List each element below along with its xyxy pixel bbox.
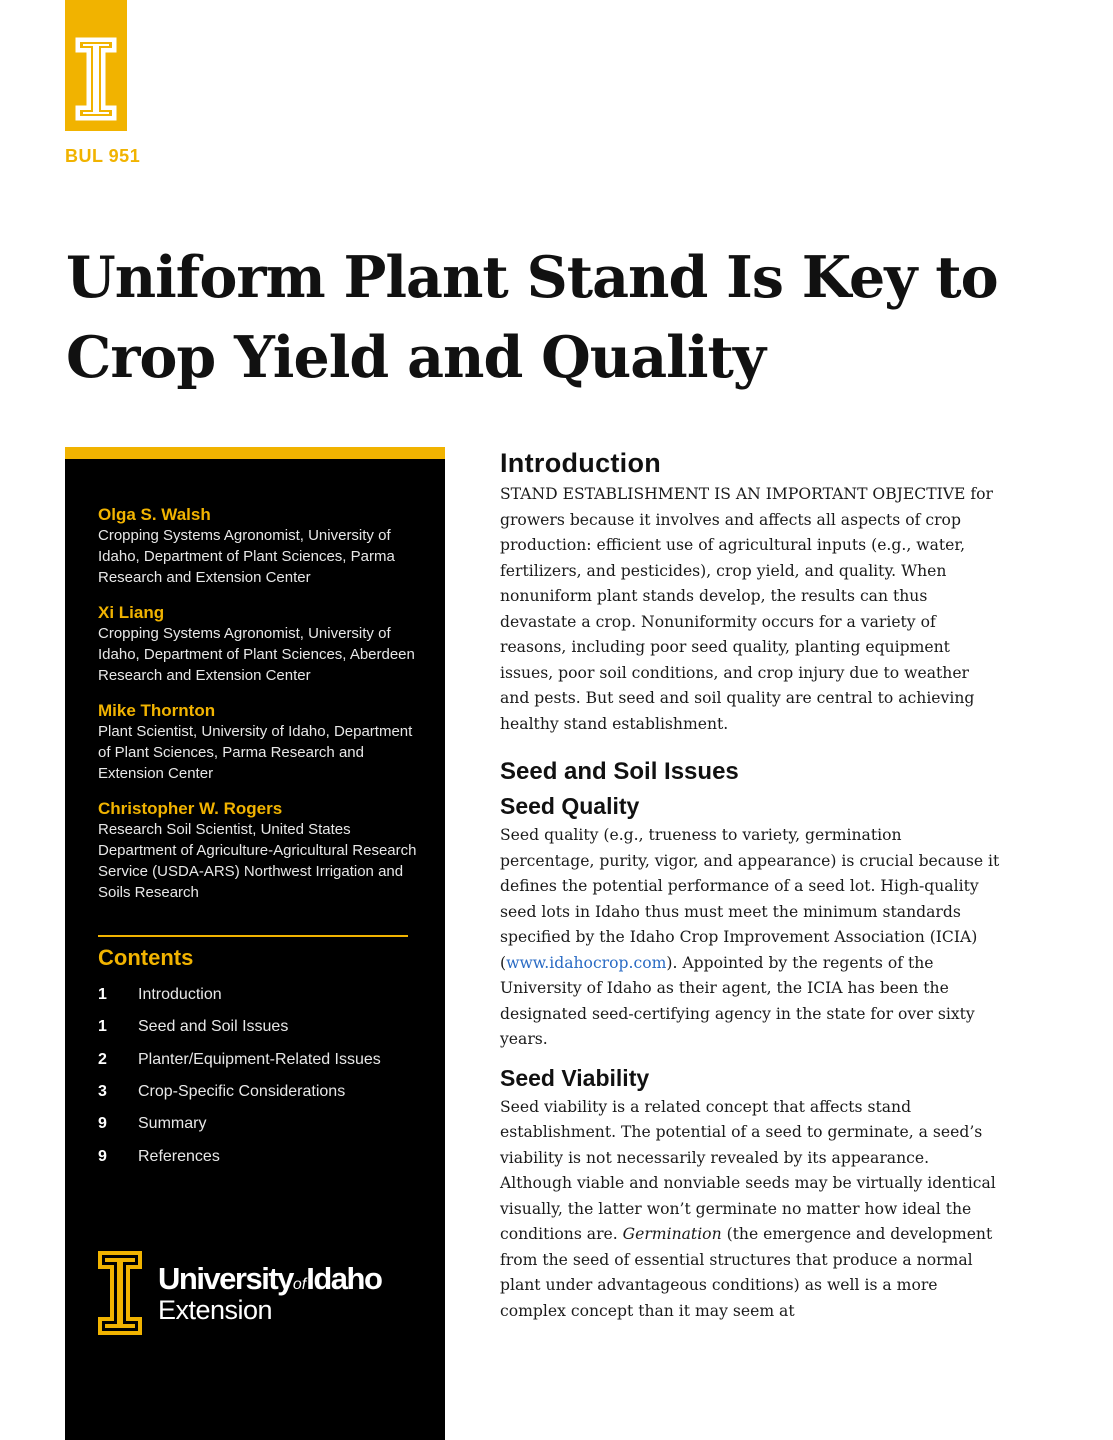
author-entry bbox=[98, 700, 428, 784]
toc-item-introduction[interactable] bbox=[98, 979, 428, 1011]
toc-label: Seed and Soil Issues bbox=[138, 1018, 289, 1036]
gold-block-i-icon bbox=[98, 1251, 142, 1335]
seed-soil-heading: Seed and Soil Issues bbox=[500, 758, 739, 785]
germination-term: Germination bbox=[622, 1225, 722, 1243]
toc-page-number: 9 bbox=[98, 1115, 107, 1133]
author-entry bbox=[98, 602, 428, 686]
toc-item-planter-equipment[interactable] bbox=[98, 1044, 428, 1076]
brand-university-text bbox=[158, 1261, 381, 1297]
page-title: Uniform Plant Stand Is Key to Crop Yield and Quality bbox=[66, 244, 998, 391]
idahocrop-link[interactable]: www.idahocrop.com bbox=[506, 953, 667, 972]
toc-label: Introduction bbox=[138, 986, 222, 1004]
author-affiliation: Research Soil Scientist, United States Department of Agriculture-Agricultural Research Service (USDA-ARS) Northwest Irrigation and Soils Research bbox=[98, 821, 417, 901]
author-affiliation: Plant Scientist, University of Idaho, Department of Plant Sciences, Parma Research and Extension Center bbox=[98, 723, 413, 782]
brand-extension: Extension bbox=[158, 1295, 273, 1325]
seed-viability-heading: Seed Viability bbox=[500, 1064, 650, 1091]
introduction-heading: Introduction bbox=[500, 448, 662, 478]
block-i-icon bbox=[74, 36, 118, 122]
table-of-contents bbox=[98, 979, 428, 1173]
seed-viability-text-part: (the emergence and development from the seed of essential structures that produce a normal plant under advantageous conditions) as well is a more complex concept than it may seem at bbox=[500, 1225, 993, 1320]
seed-quality-text-part: Seed quality (e.g., trueness to variety, germination percentage, purity, vigor, and appearance) is crucial because it defines the potential performance of a seed lot. High-quality seed lots in Idaho thus must meet the minimum standards specified by the Idaho Crop Improvement Association (ICIA) ( bbox=[500, 826, 1000, 972]
seed-quality-heading: Seed Quality bbox=[500, 793, 640, 819]
toc-label: Crop-Specific Considerations bbox=[138, 1083, 346, 1101]
brand-of: of bbox=[292, 1276, 307, 1293]
seed-quality-text-part: ). Appointed by the regents of the University of Idaho as their agent, the ICIA has been the designated seed-certifying agency in the state for over sixty years. bbox=[500, 953, 975, 1048]
author-name: Olga S. Walsh bbox=[98, 505, 211, 524]
author-name: Xi Liang bbox=[98, 603, 165, 622]
toc-page-number: 3 bbox=[98, 1083, 107, 1101]
author-entry bbox=[98, 798, 428, 903]
toc-page-number: 9 bbox=[98, 1147, 107, 1165]
author-affiliation: Cropping Systems Agronomist, University of Idaho, Department of Plant Sciences, Parma Research and Extension Center bbox=[98, 527, 395, 586]
author-list bbox=[98, 504, 428, 917]
main-content bbox=[500, 446, 1000, 1324]
brand-university: University bbox=[158, 1261, 293, 1296]
brand-idaho: Idaho bbox=[306, 1261, 382, 1296]
author-name: Mike Thornton bbox=[98, 701, 216, 720]
seed-viability-text-part: Seed viability is a related concept that affects stand establishment. The potential of a seed to germinate, a seed’s viability is not necessarily revealed by its appearance. Although viable and nonviable seeds may be virtually identical visually, the latter won’t germinate no matter how ideal the conditions are. bbox=[500, 1097, 996, 1243]
author-name: Christopher W. Rogers bbox=[98, 799, 283, 818]
sidebar bbox=[65, 447, 445, 1440]
author-entry bbox=[98, 504, 428, 588]
sidebar-divider bbox=[98, 935, 408, 937]
toc-label: References bbox=[138, 1147, 220, 1165]
toc-page-number: 1 bbox=[98, 986, 107, 1004]
toc-label: Summary bbox=[138, 1115, 207, 1133]
toc-item-seed-and-soil-issues[interactable] bbox=[98, 1011, 428, 1043]
toc-page-number: 2 bbox=[98, 1050, 107, 1068]
seed-viability-text bbox=[500, 1095, 1000, 1325]
introduction-text: STAND ESTABLISHMENT IS AN IMPORTANT OBJECTIVE for growers because it involves and affects all aspects of crop production: efficient use of agricultural inputs (e.g., water, fertilizers, and pesticides), crop yield, and quality. When nonuniform plant stands develop, the results can thus devastate a crop. Nonuniformity occurs for a variety of reasons, including poor seed quality, planting equipment issues, poor soil conditions, and crop injury due to weather and pests. But seed and soil quality are central to achieving healthy stand establishment. bbox=[500, 485, 994, 733]
university-extension-logo bbox=[98, 1251, 428, 1341]
author-affiliation: Cropping Systems Agronomist, University of Idaho, Department of Plant Sciences, Aberdeen Research and Extension Center bbox=[98, 625, 415, 684]
university-logo-block bbox=[65, 0, 127, 131]
toc-page-number: 1 bbox=[98, 1018, 107, 1036]
toc-item-summary[interactable] bbox=[98, 1108, 428, 1140]
contents-heading: Contents bbox=[98, 945, 194, 970]
seed-quality-text bbox=[500, 823, 1000, 1053]
toc-label: Planter/Equipment-Related Issues bbox=[138, 1050, 381, 1068]
toc-item-crop-specific[interactable] bbox=[98, 1076, 428, 1108]
toc-item-references[interactable] bbox=[98, 1140, 428, 1172]
bulletin-number: BUL 951 bbox=[65, 146, 141, 166]
